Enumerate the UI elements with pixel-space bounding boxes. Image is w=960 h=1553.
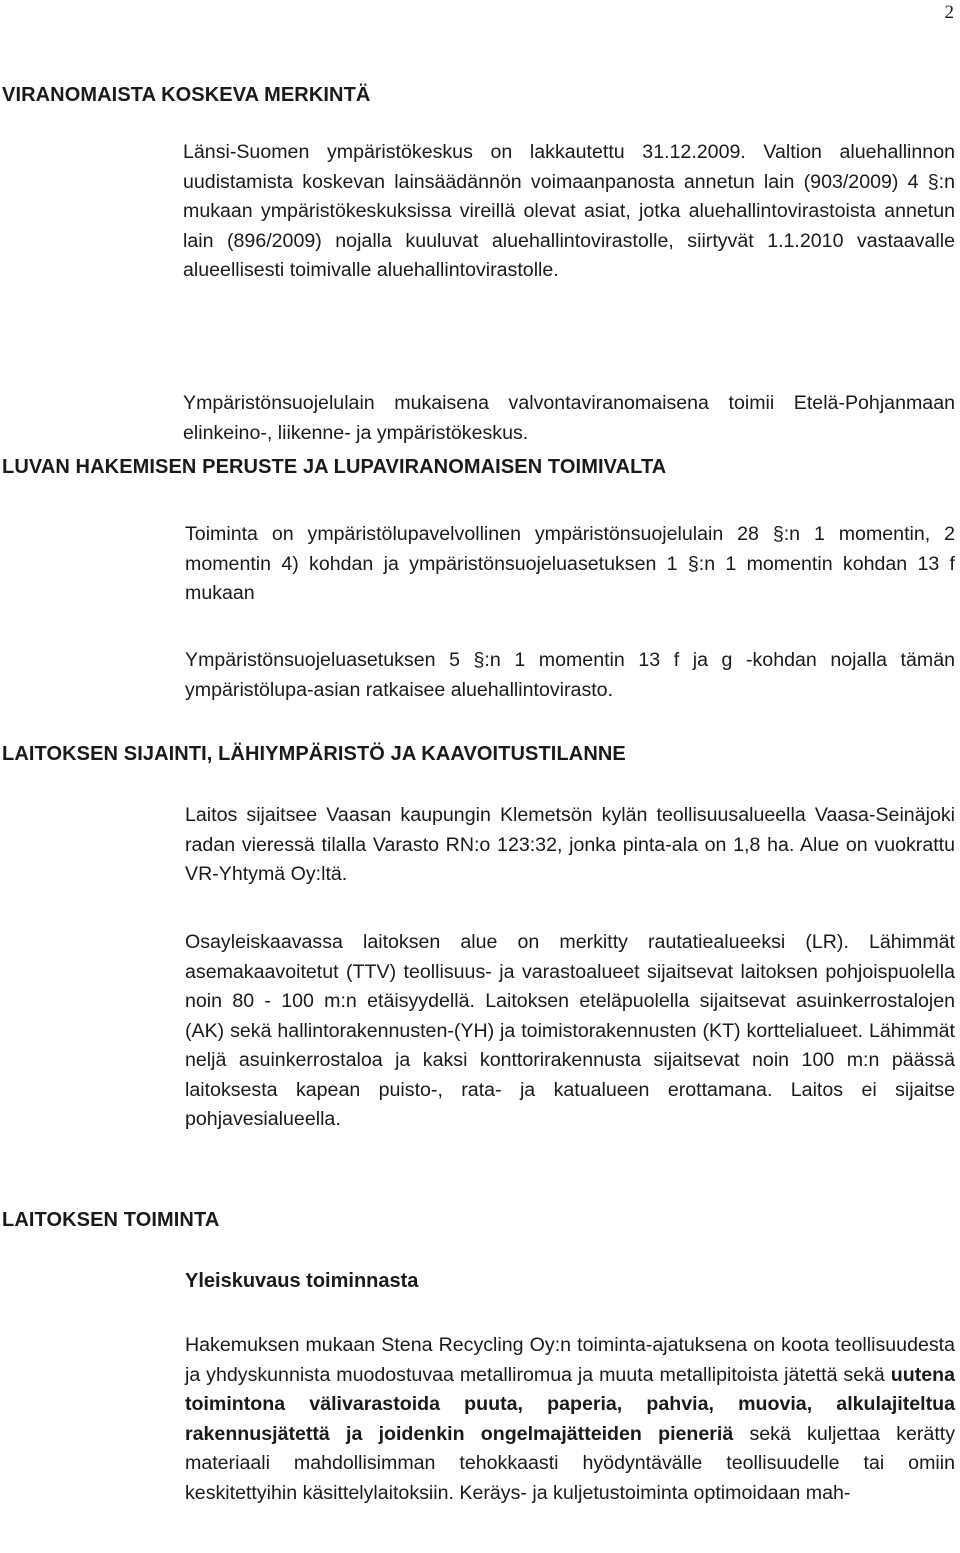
page-number: 2 <box>944 2 954 23</box>
paragraph-viranomaista-2: Ympäristönsuojelulain mukaisena valvontaviranomaisena toimii Etelä-Pohjanmaan elinkeino-, liikenne- ja ympäristökeskus. <box>183 392 955 444</box>
paragraph-sijainti-1: Laitos sijaitsee Vaasan kaupungin Klemetsön kylän teollisuusalueella Vaasa-Seinäjoki radan vieressä tilalla Varasto RN:o 123:32, jonka pinta-ala on 1,8 ha. Alue on vuokrattu VR-Yhtymä Oy:ltä. <box>185 804 955 885</box>
heading-viranomaista: VIRANOMAISTA KOSKEVA MERKINTÄ <box>2 84 371 106</box>
heading-luvan: LUVAN HAKEMISEN PERUSTE JA LUPAVIRANOMAISEN TOIMIVALTA <box>2 456 667 478</box>
paragraph-luvan-1: Toiminta on ympäristölupavelvollinen ympäristönsuojelulain 28 §:n 1 momentin, 2 momentin 4) kohdan ja ympäristönsuojeluasetuksen 1 §:n 1 momentin kohdan 13 f mukaan <box>185 523 955 604</box>
paragraph-sijainti-2: Osayleiskaavassa laitoksen alue on merkitty rautatiealueeksi (LR). Lähimmät asemakaavoitetut (TTV) teollisuus- ja varastoalueet sijaitsevat laitoksen pohjoispuolella noin 80 - 100 m:n etäisyydellä. Laitoksen eteläpuolella sijaitsevat asuinkerrostalojen (AK) sekä hallintorakennusten-(YH) ja toimistorakennusten (KT) korttelialueet. Lähimmät neljä asuinkerrostaloa ja kaksi konttorirakennusta sijaitsevat noin 100 m:n päässä laitoksesta kapean puisto-, rata- ja katualueen erottamana. Laitos ei sijaitse pohjavesialueella. <box>185 931 955 1130</box>
paragraph-toiminta-1 <box>185 1331 955 1508</box>
paragraph-toiminta-1-bold: uutena toimintona välivarastoida puuta, paperia, pahvia, muovia, alkulajiteltua rakennusjätettä ja joidenkin ongelmajätteiden pieneriä <box>185 1363 955 1445</box>
paragraph-viranomaista-1: Länsi-Suomen ympäristökeskus on lakkautettu 31.12.2009. Valtion aluehallinnon uudistamista koskevan lainsäädännön voimaanpanosta annetun lain (903/2009) 4 §:n mukaan ympäristökeskuksissa vireillä olevat asiat, jotka aluehallintovirastoista annetun lain (896/2009) nojalla kuuluvat aluehallintovirastolle, siirtyvät 1.1.2010 vastaavalle alueellisesti toimivalle aluehallintovirastolle. <box>183 141 955 281</box>
heading-toiminta: LAITOKSEN TOIMINTA <box>2 1209 220 1231</box>
subheading-yleiskuvaus: Yleiskuvaus toiminnasta <box>185 1270 419 1292</box>
paragraph-toiminta-1-start: Hakemuksen mukaan Stena Recycling Oy:n toiminta-ajatuksena on koota teollisuudesta ja yhdyskunnista muodostuvaa metalliromua ja muuta metallipitoista jätettä sekä <box>185 1334 955 1386</box>
paragraph-luvan-2: Ympäristönsuojeluasetuksen 5 §:n 1 momentin 13 f ja g -kohdan nojalla tämän ympäristölupa-asian ratkaisee aluehallintovirasto. <box>185 649 955 701</box>
paragraph-toiminta-1-end: sekä kuljettaa kerätty materiaali mahdollisimman tehokkaasti hyödyntävälle teollisuudelle tai omiin keskitettyihin käsittelylaitoksiin. Keräys- ja kuljetustoiminta optimoidaan mah- <box>185 1422 956 1504</box>
heading-sijainti: LAITOKSEN SIJAINTI, LÄHIYMPÄRISTÖ JA KAAVOITUSTILANNE <box>2 743 626 765</box>
